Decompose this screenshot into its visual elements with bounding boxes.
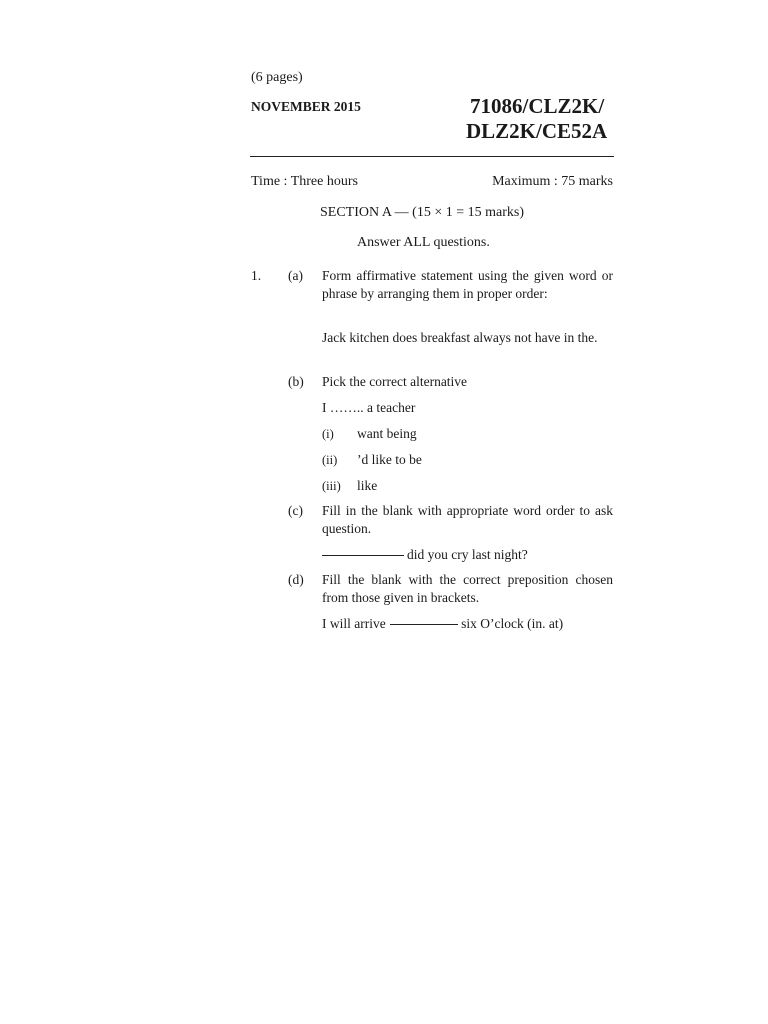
- part-d-prefix: I will arrive: [322, 616, 386, 631]
- question-number: 1.: [251, 268, 262, 283]
- option-number: (iii): [322, 479, 341, 493]
- section-instruction: Answer ALL questions.: [357, 235, 490, 250]
- exam-duration: Time : Three hours: [251, 174, 358, 189]
- maximum-marks: Maximum : 75 marks: [492, 174, 613, 189]
- part-c-sentence-text: did you cry last night?: [407, 547, 528, 562]
- part-c-label: (c): [288, 503, 303, 518]
- option-number: (ii): [322, 453, 338, 467]
- part-a-scrambled-words: Jack kitchen does breakfast always not have in the.: [322, 330, 598, 345]
- part-a-label: (a): [288, 268, 303, 283]
- option-text: ’d like to be: [357, 452, 422, 467]
- header-divider: [250, 156, 614, 157]
- exam-month-year: NOVEMBER 2015: [251, 99, 361, 114]
- answer-blank: [390, 624, 458, 625]
- paper-code-line2: DLZ2K/CE52A: [466, 119, 608, 143]
- part-b-label: (b): [288, 374, 304, 389]
- section-title: SECTION A — (15 × 1 = 15 marks): [320, 205, 525, 220]
- answer-blank: [322, 555, 404, 556]
- part-d-prompt: Fill the blank with the correct preposition chosen from those given in brackets.: [322, 572, 613, 605]
- part-b-stem: I …….. a teacher: [322, 400, 416, 415]
- page-count: (6 pages): [251, 70, 303, 85]
- part-c-blank-sentence: [322, 546, 528, 564]
- option-text: like: [357, 478, 378, 493]
- part-d-label: (d): [288, 572, 304, 587]
- paper-code-line1: 71086/CLZ2K/: [470, 94, 605, 118]
- option-number: (i): [322, 427, 334, 441]
- part-d-suffix: six O’clock (in. at): [461, 616, 564, 631]
- option-text: want being: [357, 426, 417, 441]
- part-a-prompt: Form affirmative statement using the given word or phrase by arranging them in proper order:: [322, 268, 613, 301]
- part-b-prompt: Pick the correct alternative: [322, 374, 468, 389]
- part-d-blank-sentence: [322, 615, 563, 633]
- part-c-prompt: Fill in the blank with appropriate word order to ask question.: [322, 503, 613, 536]
